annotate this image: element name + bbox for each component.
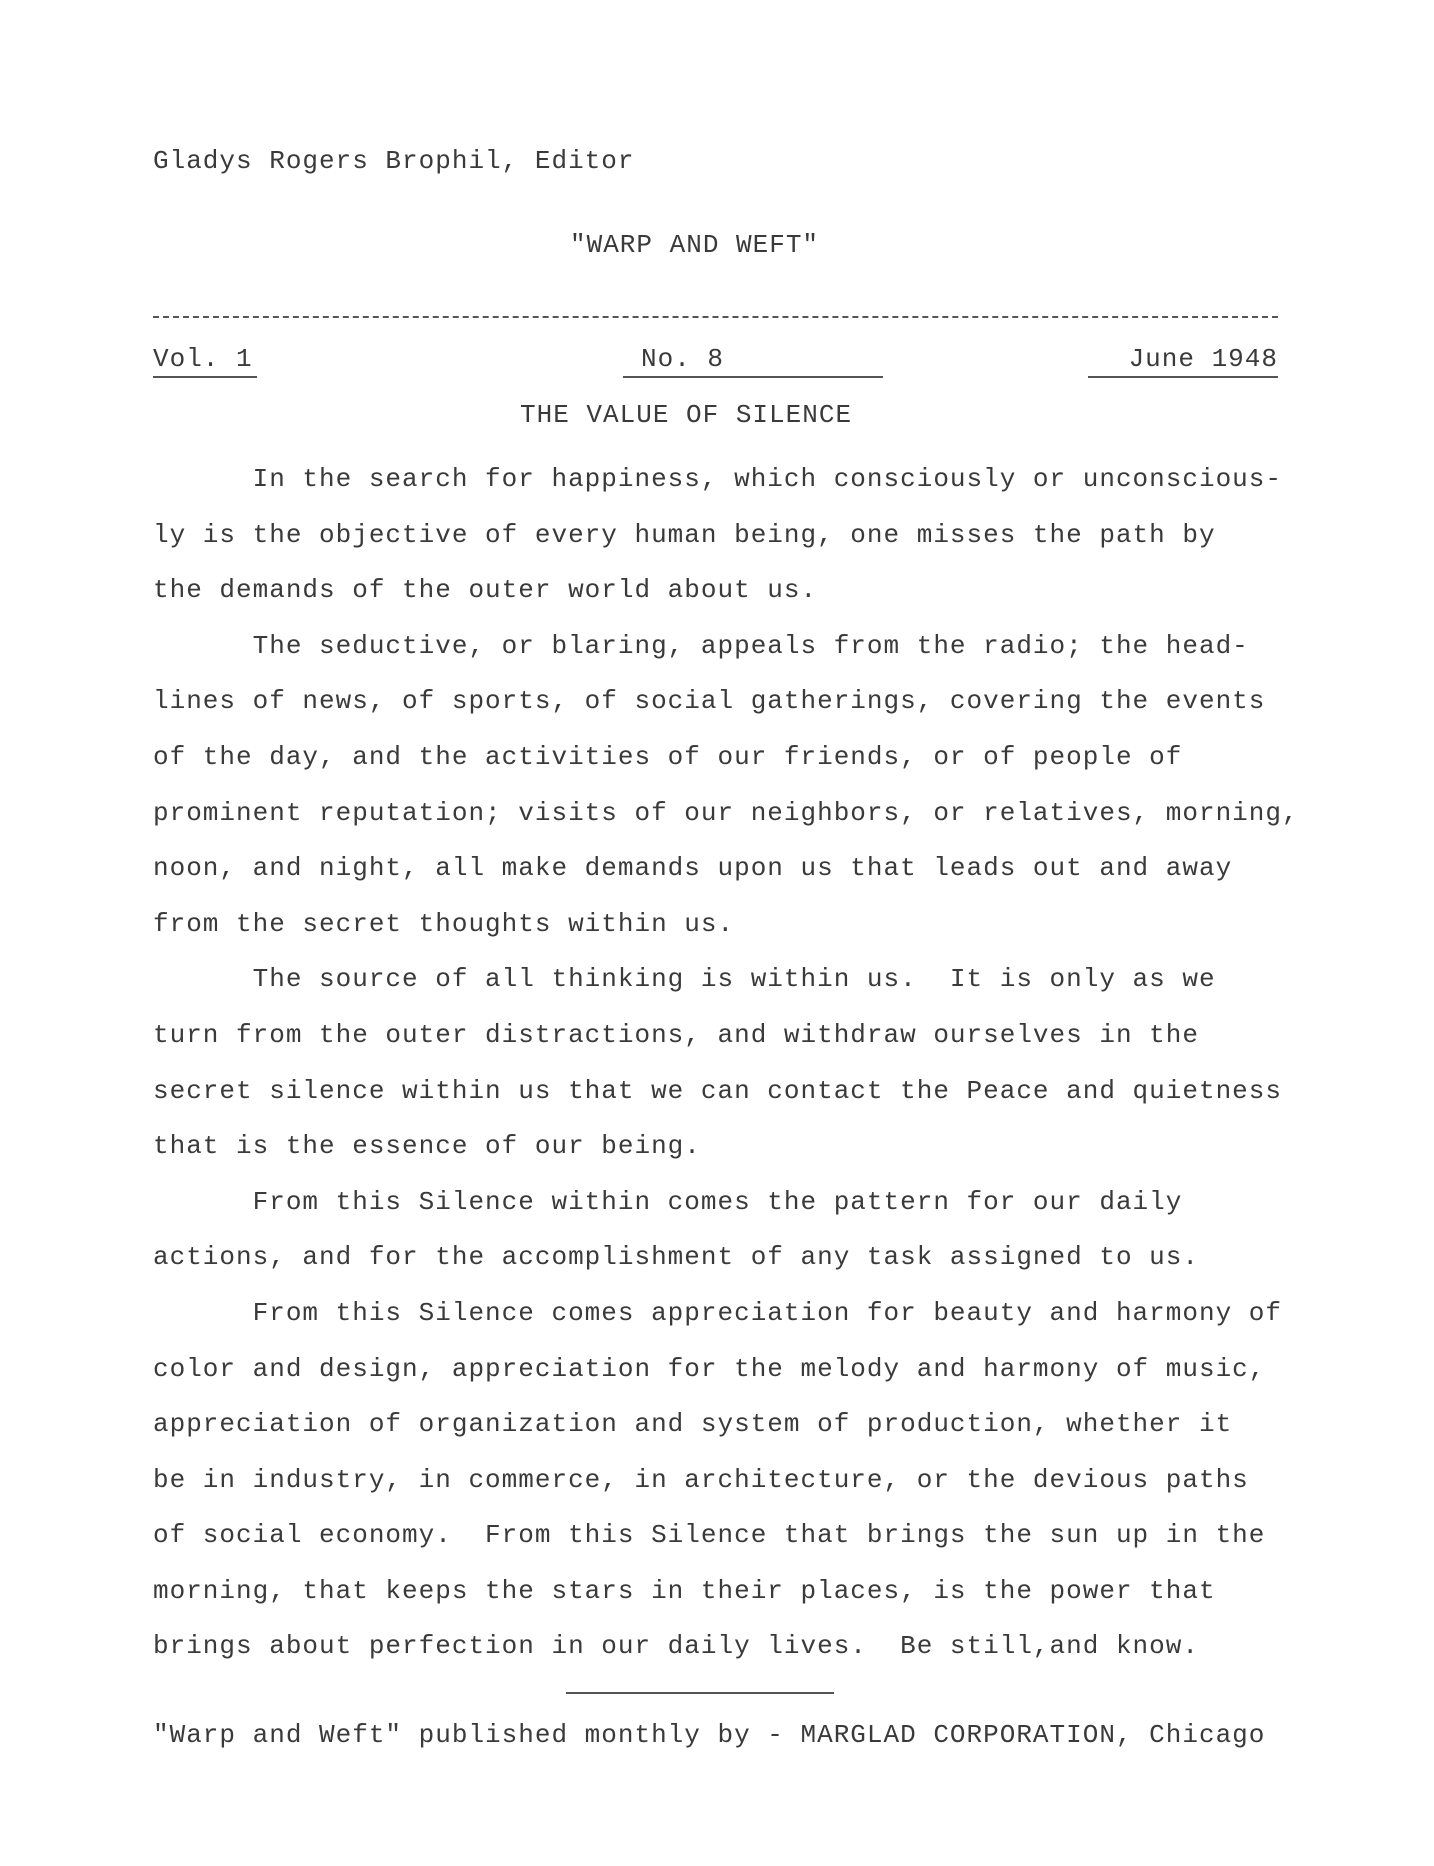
text-line: actions, and for the accomplishment of any task assigned to us. [153, 1242, 1199, 1273]
article-title: THE VALUE OF SILENCE [520, 400, 853, 430]
paragraph [153, 1175, 1303, 1286]
article-body [153, 452, 1303, 1675]
masthead-divider [153, 316, 1278, 318]
paragraph [153, 452, 1303, 619]
text-line: secret silence within us that we can contact the Peace and quietness [153, 1075, 1282, 1106]
paragraph [153, 619, 1303, 953]
paragraph [153, 952, 1303, 1174]
text-line: The source of all thinking is within us. It is only as we [153, 964, 1216, 995]
text-line: from the secret thoughts within us. [153, 908, 735, 939]
footer-divider [566, 1692, 834, 1694]
volume-label: Vol. 1 [153, 344, 253, 374]
text-line: lines of news, of sports, of social gatherings, covering the events [153, 686, 1266, 717]
text-line: of social economy. From this Silence that brings the sun up in the [153, 1520, 1266, 1551]
text-line: color and design, appreciation for the melody and harmony of music, [153, 1353, 1266, 1384]
masthead-title: "WARP AND WEFT" [570, 230, 820, 260]
issue-date-underline [1088, 376, 1278, 378]
text-line: of the day, and the activities of our friends, or of people of [153, 741, 1183, 772]
paragraph [153, 1286, 1303, 1675]
text-line: that is the essence of our being. [153, 1131, 701, 1162]
text-line: In the search for happiness, which consciously or unconscious- [153, 464, 1282, 494]
volume-underline [153, 376, 257, 378]
text-line: turn from the outer distractions, and withdraw ourselves in the [153, 1019, 1199, 1050]
issue-number-label: No. 8 [641, 344, 725, 374]
text-line: brings about perfection in our daily lives. Be still,and know. [153, 1631, 1199, 1662]
text-line: appreciation of organization and system of production, whether it [153, 1409, 1233, 1440]
text-line: From this Silence within comes the pattern for our daily [153, 1186, 1183, 1217]
issue-date-label: June 1948 [1128, 344, 1278, 374]
text-line: The seductive, or blaring, appeals from the radio; the head- [153, 630, 1249, 661]
text-line: noon, and night, all make demands upon us that leads out and away [153, 853, 1233, 884]
editor-credit: Gladys Rogers Brophil, Editor [153, 146, 635, 176]
text-line: be in industry, in commerce, in architecture, or the devious paths [153, 1464, 1249, 1495]
issue-info-row [153, 340, 1278, 380]
text-line: prominent reputation; visits of our neighbors, or relatives, morning, [153, 797, 1299, 828]
text-line: From this Silence comes appreciation for beauty and harmony of [153, 1297, 1282, 1328]
text-line: morning, that keeps the stars in their places, is the power that [153, 1575, 1216, 1606]
text-line: ly is the objective of every human being, one misses the path by [153, 519, 1216, 550]
publication-footer: "Warp and Weft" published monthly by - MARGLAD CORPORATION, Chicago [153, 1720, 1266, 1750]
text-line: the demands of the outer world about us. [153, 575, 818, 606]
issue-number-underline [623, 376, 883, 378]
